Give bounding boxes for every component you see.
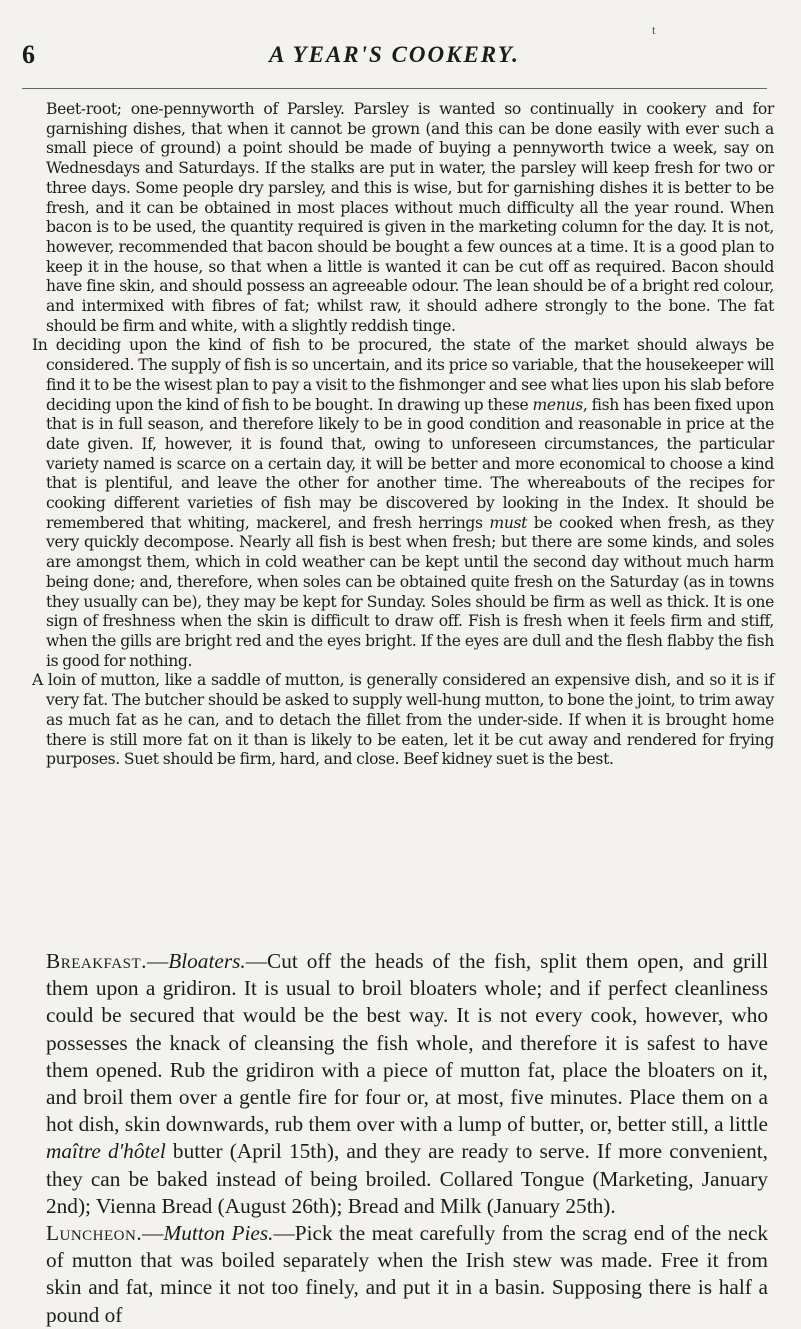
luncheon-paragraph (46, 1220, 768, 1329)
text-run: In deciding upon the kind of fish to be procured, the state of the market should always be considered. The supply of fish is so uncertain, and its price so variable, that the housekeeper will find it to be the wisest plan to pay a visit to the fishmonger and see what lies upon his slab before deciding upon the kind of fish to be bought. In drawing up these (32, 336, 774, 414)
header-rule (22, 88, 767, 89)
running-title: A YEAR'S COOKERY. (269, 42, 520, 67)
breakfast-paragraph (46, 948, 768, 1220)
text-run: — (146, 949, 169, 973)
italic-text: menus (532, 395, 583, 414)
stray-mark: t (652, 22, 656, 37)
page-header (22, 40, 767, 76)
italic-text: must (489, 513, 528, 532)
text-run: Beet-root; one-pennyworth of Parsley. Parsley is wanted so continually in cookery and for garnishing dishes, that when it cannot be grown (and this can be done easily with ever such a small piece of ground) a point should be made of buying a pennyworth twice a week, say on Wednesdays and Saturdays. If the stalks are put in water, the parsley will keep fresh for two or three days. Some people dry parsley, and this is wise, but for garnishing dishes it is better to be fresh, and it can be obtained in most places without much difficulty all the year round. When bacon is to be used, the quantity required is given in the marketing column for the day. It is not, however, recommended that bacon should be bought a few ounces at a time. It is a good plan to keep it in the house, so that when a little is wanted it can be cut off as required. Bacon should have fine skin, and should possess an agreeable odour. The lean should be of a bright red colour, and intermixed with fibres of fat; whilst raw, it should adhere strongly to the bone. The fat should be firm and white, with a slightly reddish tinge. (46, 100, 774, 335)
parsley-bacon-paragraph (46, 100, 774, 336)
section-label: Luncheon. (46, 1221, 143, 1246)
text-run: A loin of mutton, like a saddle of mutton, is generally considered an expensive dish, and so it is if very fat. The butcher should be asked to supply well-hung mutton, to bone the joint, to trim away as much fat as he can, and to detach the fillet from the under-side. If when it is brought home there is still more fat on it than is likely to be eaten, let it be cut away and rendered for frying purposes. Suet should be firm, hard, and close. Beef kidney suet is the best. (32, 671, 774, 769)
italic-text: Bloaters. (168, 949, 246, 973)
text-run: — (142, 1221, 164, 1246)
marketing-notes (32, 100, 774, 770)
mutton-paragraph (32, 671, 774, 770)
italic-text: Mutton Pies. (163, 1221, 274, 1246)
text-run: butter (April 15th), and they are ready to serve. If more convenient, they can be baked instead of being broiled. Collared Tongue (Marketing, January 2nd); Vienna Bread (August 26th); Bread and Milk (January 25th). (46, 1139, 768, 1218)
page-number: 6 (22, 40, 35, 69)
text-run: —Pick the meat carefully from the scrag end of the neck of mutton that was boiled separately when the Irish stew was made. Free it from skin and fat, mince it not too finely, and put it in a basin. Supposing there is half a pound of (46, 1221, 768, 1327)
italic-text: maître d'hôtel (46, 1139, 166, 1164)
text-run: , fish has been fixed upon that is in full season, and therefore likely to be in good condition and reasonable in price at the date given. If, however, it is found that, owing to unforeseen circumstances, the particular variety named is scarce on a certain day, it will be better and more economical to choose a kind that is plentiful, and leave the other for another time. The whereabouts of the recipes for cooking different varieties of fish may be discovered by looking in the Index. It should be remembered that whiting, mackerel, and fresh herrings (46, 395, 774, 532)
fish-paragraph (32, 336, 774, 671)
section-label: Breakfast. (46, 949, 147, 973)
text-run: be cooked when fresh, as they very quickly decompose. Nearly all fish is best when fresh; but there are some kinds, and soles are amongst them, which in cold weather can be kept until the second day without much harm being done; and, therefore, when soles can be obtained quite fresh on the Saturday (as in towns they usually can be), they may be kept for Sunday. Soles should be firm as well as thick. It is one sign of freshness when the skin is difficult to draw off. Fish is fresh when it feels firm and stiff, when the gills are bright red and the eyes bright. If the eyes are dull and the flesh flabby the fish is good for nothing. (46, 513, 774, 670)
text-run: —Cut off the heads of the fish, split them open, and grill them upon a gridiron. It is usual to broil bloaters whole; and if perfect cleanliness could be secured that would be the best way. It is not every cook, however, who possesses the knack of cleansing the fish whole, and therefore it is safest to have them opened. Rub the gridiron with a piece of mutton fat, place the bloaters on it, and broil them over a gentle fire for four or, at most, five minutes. Place them on a hot dish, skin downwards, rub them over with a lump of butter, or, better still, a little (46, 949, 768, 1137)
recipes (46, 948, 768, 1329)
